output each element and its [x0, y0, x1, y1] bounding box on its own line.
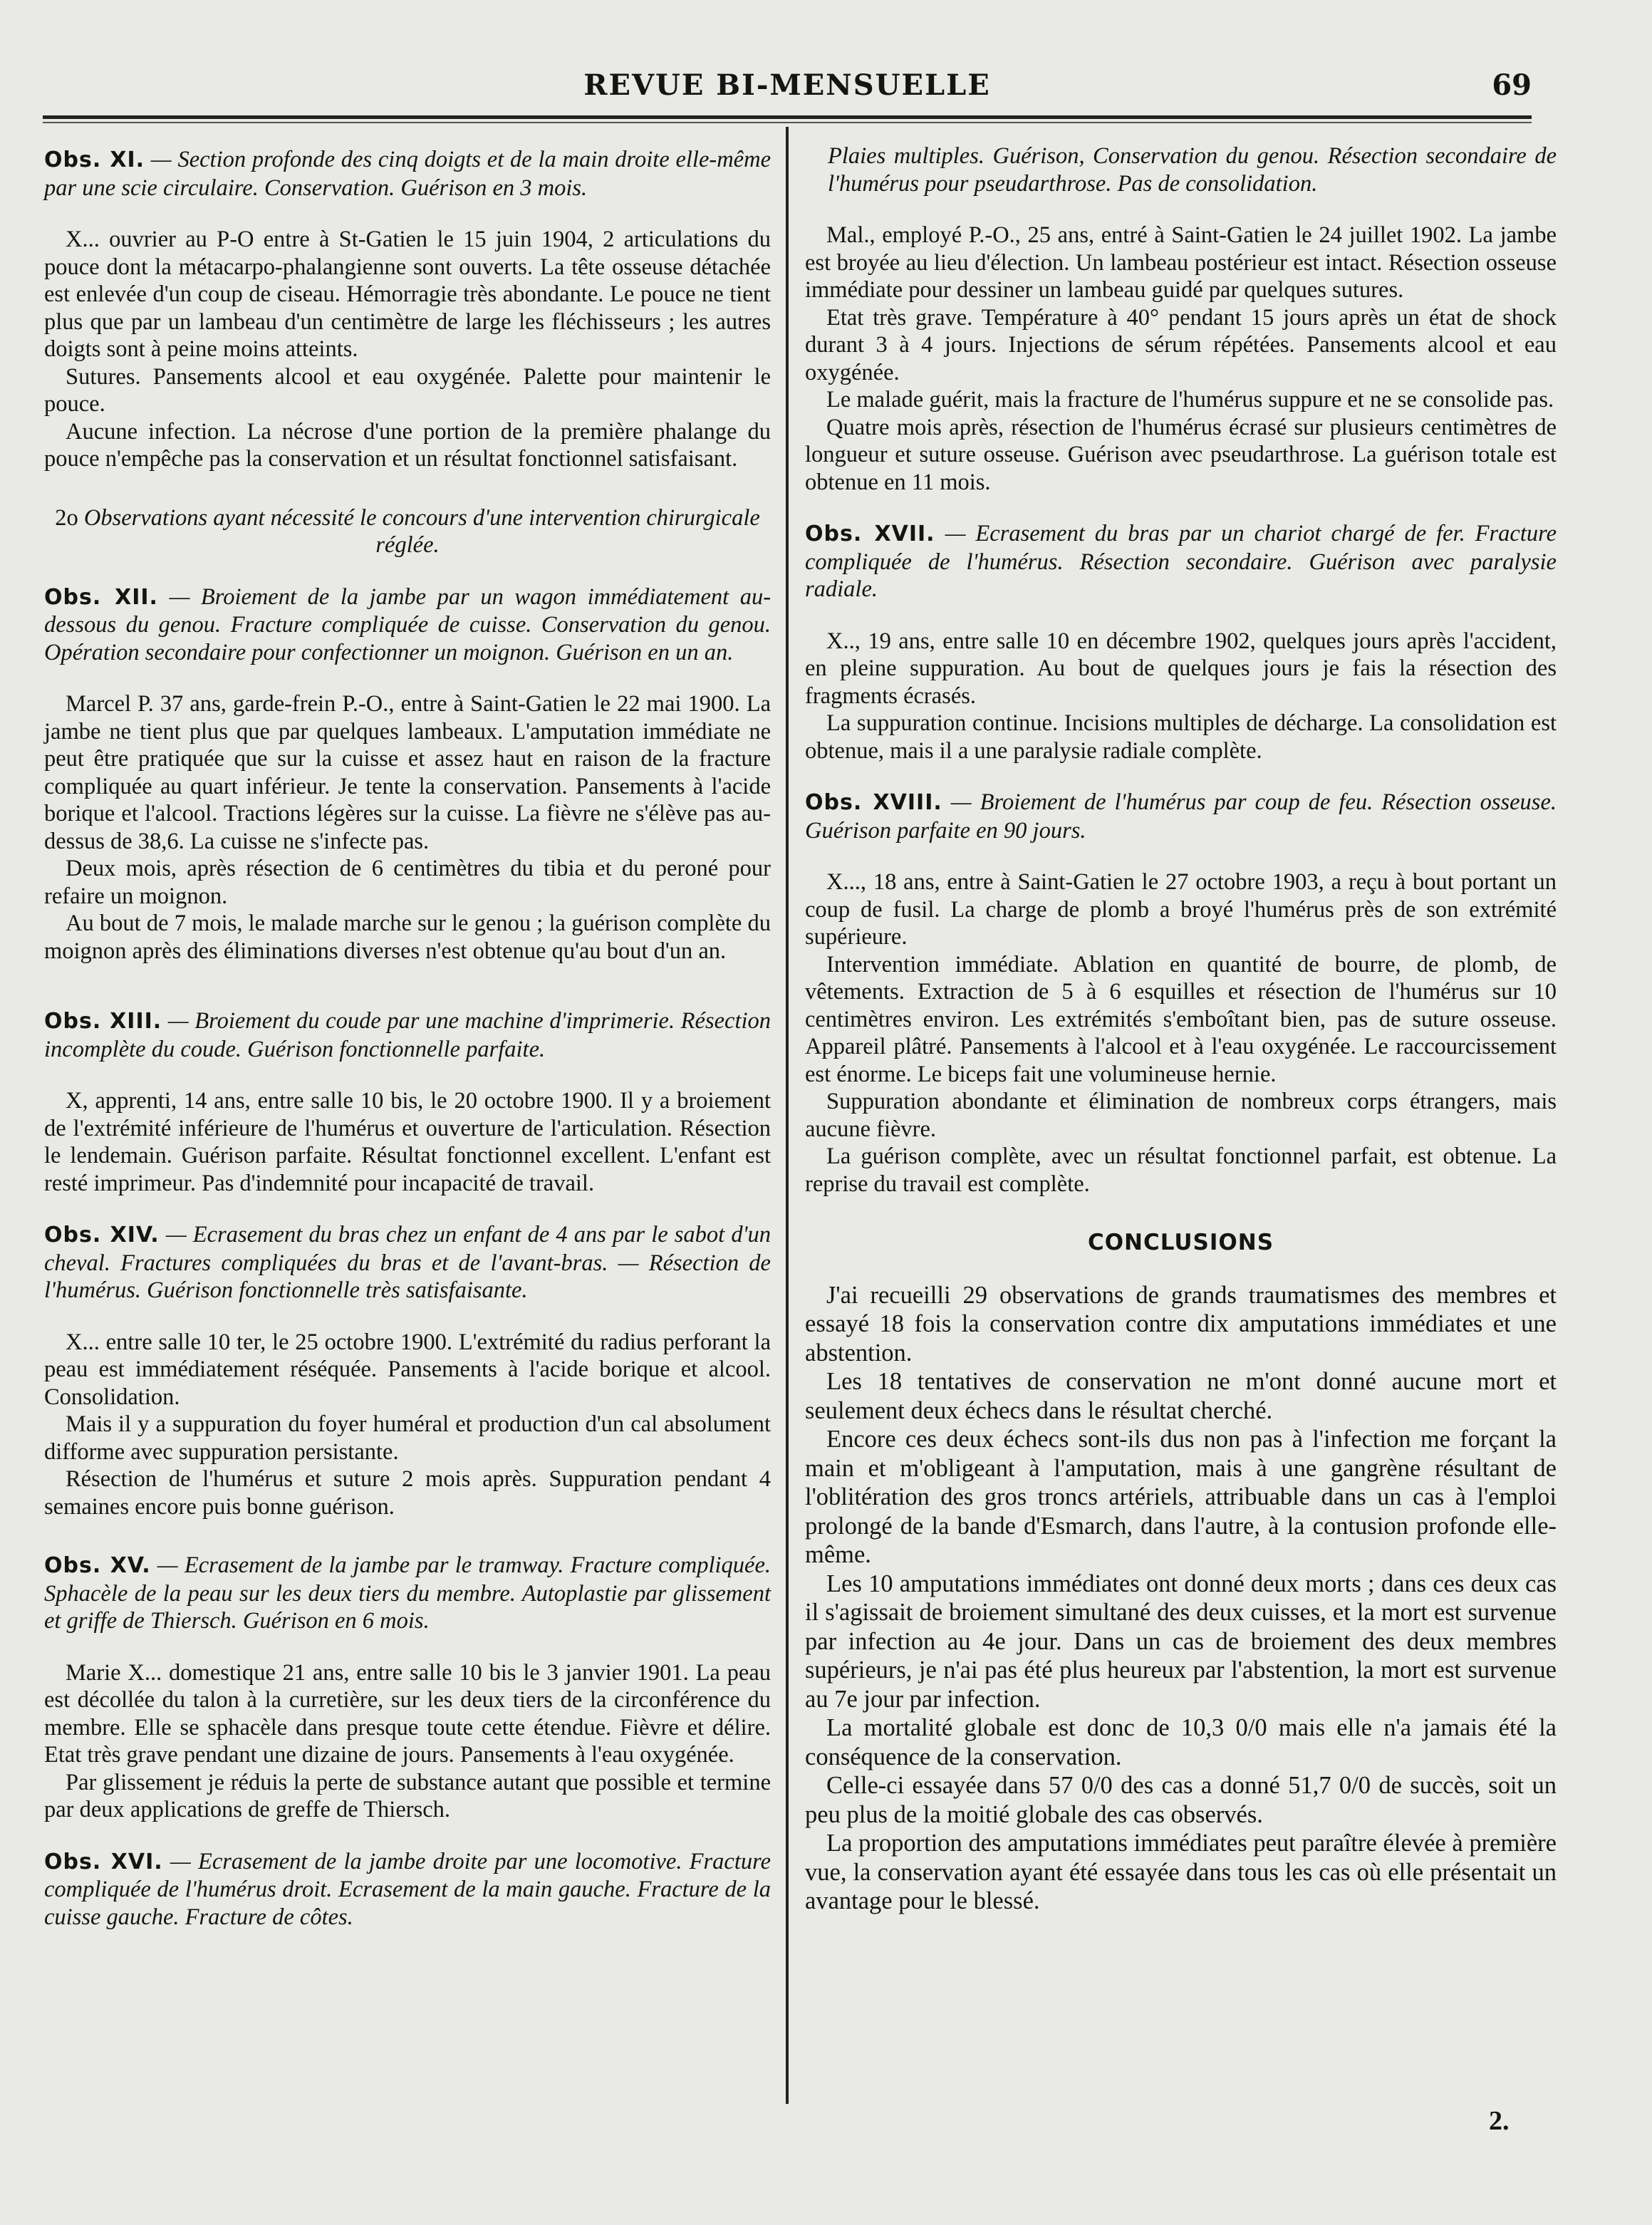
obs-heading: — Ecrasement du bras chez un enfant de 4 ans par le sabot d'un cheval. Fractures compliquées du bras et de l'avant-bras. — Résection de l'humérus. Guérison fonctionnelle très satisfaisante. — [44, 1222, 772, 1303]
obs-paragraph: Marcel P. 37 ans, garde-frein P.-O., entre à Saint-Gatien le 22 mai 1900. La jambe ne tient plus que par quelques lambeaux. L'amputation immédiate ne peut être pratiquée que sur la cuisse et assez haut en raison de la fracture compliquée au quart inférieur. Je tente la conservation. Pansements à l'acide borique et l'alcool. Tractions légères sur la cuisse. La fièvre ne s'élève pas au-dessus de 38,6. La cuisse ne s'infecte pas. — [44, 691, 771, 854]
section-heading — [44, 504, 771, 559]
observation-14 — [44, 1221, 771, 1520]
observation-17 — [805, 520, 1557, 764]
obs16-heading-continued: Plaies multiples. Guérison, Conservation du genou. Résection secondaire de l'humérus pour pseudarthrose. Pas de consolidation. — [828, 143, 1557, 197]
conclusions-heading: CONCLUSIONS — [1087, 1230, 1274, 1255]
obs-paragraph: La guérison complète, avec un résultat fonctionnel parfait, est obtenue. La reprise du travail est complète. — [805, 1143, 1557, 1197]
obs-label: Obs. XV. — [44, 1553, 151, 1578]
obs-heading: — Section profonde des cinq doigts et de la main droite elle-même par une scie circulaire. Conservation. Guérison en 3 mois. — [44, 147, 771, 201]
obs-paragraph: X.., 19 ans, entre salle 10 en décembre 1902, quelques jours après l'accident, en pleine suppuration. Au bout de quelques jours je fais la résection des fragments écrasés. — [805, 628, 1557, 709]
header-rule — [43, 115, 1532, 119]
right-column — [805, 142, 1557, 1916]
observation-13 — [44, 1007, 771, 1197]
column-divider — [786, 127, 789, 2104]
conclusions-body — [805, 1281, 1557, 1916]
observation-12 — [44, 584, 771, 965]
obs-heading: — Broiement de la jambe par un wagon immédiatement au-dessous du genou. Fracture compliquée de cuisse. Conservation du genou. Opération secondaire pour confectionner un moignon. Guérison en un an. — [44, 584, 772, 665]
observation-18 — [805, 789, 1557, 1198]
obs-paragraph: X..., 18 ans, entre à Saint-Gatien le 27 octobre 1903, a reçu à bout portant un coup de fusil. La charge de plomb a broyé l'humérus près de son extrémité supérieure. — [805, 869, 1557, 950]
obs-paragraph: X... entre salle 10 ter, le 25 octobre 1900. L'extrémité du radius perforant la peau est immédiatement réséquée. Pansements à l'acide borique et alcool. Consolidation. — [44, 1329, 771, 1410]
conclusion-paragraph: La mortalité globale est donc de 10,3 0/0 mais elle n'a jamais été la conséquence de la conservation. — [805, 1714, 1557, 1770]
obs-label: Obs. XII. — [44, 584, 158, 610]
obs-label: Obs. XI. — [44, 147, 145, 172]
obs-label: Obs. XVI. — [44, 1849, 163, 1874]
obs-paragraph: Sutures. Pansements alcool et eau oxygénée. Palette pour maintenir le pouce. — [44, 363, 771, 417]
section-title: Observations ayant nécessité le concours d'une intervention chirurgicale réglée. — [83, 504, 760, 558]
obs-heading: — Ecrasement du bras par un chariot chargé de fer. Fracture compliquée de l'humérus. Résection secondaire. Guérison avec paralysie radiale. — [805, 521, 1557, 602]
obs-label: Obs. XVIII. — [805, 790, 942, 815]
conclusion-paragraph: Encore ces deux échecs sont-ils dus non pas à l'infection me forçant la main et m'obligeant à l'amputation, mais à une gangrène résultant de l'oblitération des gros troncs artériels, attribuable dans un cas à l'emploi prolongé de la bande d'Esmarch, dans l'autre, à la contusion profonde elle-même. — [805, 1426, 1557, 1568]
obs-paragraph: Marie X... domestique 21 ans, entre salle 10 bis le 3 janvier 1901. La peau est décollée du talon à la curretière, sur les deux tiers de la circonférence du membre. Elle se sphacèle dans presque toute cette étendue. Fièvre et délire. Etat très grave pendant une dizaine de jours. Pansements à l'eau oxygénée. — [44, 1659, 771, 1768]
observation-16 — [44, 1848, 771, 1931]
obs-label: Obs. XIV. — [44, 1223, 160, 1248]
obs-paragraph: Etat très grave. Température à 40° pendant 15 jours après un état de shock durant 3 à 4 jours. Injections de sérum répétées. Pansements alcool et eau oxygénée. — [805, 304, 1557, 385]
obs-paragraph: Intervention immédiate. Ablation en quantité de bourre, de plomb, de vêtements. Extraction de 5 à 6 esquilles et résection de l'humérus sur 10 centimètres environ. Les extrémités s'emboîtant bien, pas de suture osseuse. Appareil plâtré. Pansements à l'alcool et à l'eau oxygénée. Le raccourcissement est énorme. Le biceps fait une volumineuse hernie. — [805, 951, 1557, 1087]
obs-paragraph: Mal., employé P.-O., 25 ans, entré à Saint-Gatien le 24 juillet 1902. La jambe est broyée au lieu d'élection. Un lambeau postérieur est intact. Résection osseuse immédiate pour dessiner un lambeau guidé par quelques sutures. — [805, 222, 1557, 303]
conclusion-paragraph: Les 10 amputations immédiates ont donné deux morts ; dans ces deux cas il s'agissait de broiement simultané des deux cuisses, et la mort est survenue par infection au 4e jour. Dans un cas de broiement des deux membres supérieurs, je n'ai pas été plus heureux par l'abstention, la mort est survenue au 7e jour par infection. — [805, 1570, 1557, 1713]
obs-paragraph: Deux mois, après résection de 6 centimètres du tibia et du peroné pour refaire un moignon. — [44, 856, 771, 909]
obs-paragraph: Au bout de 7 mois, le malade marche sur le genou ; la guérison complète du moignon après des éliminations diverses n'est obtenue qu'au bout d'un an. — [44, 911, 771, 964]
obs-label: Obs. XIII. — [44, 1009, 162, 1034]
obs-paragraph: X, apprenti, 14 ans, entre salle 10 bis, le 20 octobre 1900. Il y a broiement de l'extrémité inférieure de l'humérus et ouverture de l'articulation. Résection le lendemain. Guérison parfaite. Résultat fonctionnel excellent. L'enfant est resté imprimeur. Pas d'indemnité pour incapacité de travail. — [44, 1088, 771, 1196]
conclusion-paragraph: La proportion des amputations immédiates peut paraître élevée à première vue, la conservation ayant été essayée dans tous les cas où elle présentait un avantage pour le blessé. — [805, 1830, 1557, 1914]
conclusion-paragraph: J'ai recueilli 29 observations de grands traumatismes des membres et essayé 18 fois la conservation contre dix amputations immédiates et une abstention. — [805, 1281, 1557, 1366]
journal-title: REVUE BI-MENSUELLE — [583, 68, 991, 102]
observation-11 — [44, 146, 771, 473]
obs-paragraph: Mais il y a suppuration du foyer huméral et production d'un cal absolument difforme avec suppuration persistante. — [44, 1411, 771, 1465]
conclusion-paragraph: Celle-ci essayée dans 57 0/0 des cas a donné 51,7 0/0 de succès, soit un peu plus de la moitié globale des cas observés. — [805, 1772, 1557, 1828]
obs-paragraph: Aucune infection. La nécrose d'une portion de la première phalange du pouce n'empêche pas la conservation et un résultat fonctionnel satisfaisant. — [44, 418, 771, 472]
obs-paragraph: Le malade guérit, mais la fracture de l'humérus suppure et ne se consolide pas. — [826, 387, 1554, 413]
section-number: 2o — [55, 504, 78, 531]
obs-paragraph: X... ouvrier au P-O entre à St-Gatien le 15 juin 1904, 2 articulations du pouce dont la métacarpo-phalangienne sont ouverts. La tête osseuse détachée est enlevée d'un coup de ciseau. Hémorragie très abondante. Le pouce ne tient plus que par un lambeau d'un centimètre de large les fléchisseurs ; les autres doigts sont à peine moins atteints. — [44, 227, 771, 362]
obs-heading: — Broiement de l'humérus par coup de feu. Résection osseuse. Guérison parfaite en 90 jours. — [805, 789, 1557, 844]
obs-paragraph: Suppuration abondante et élimination de nombreux corps étrangers, mais aucune fièvre. — [805, 1089, 1557, 1142]
page-number: 69 — [1492, 68, 1532, 102]
conclusion-paragraph: Les 18 tentatives de conservation ne m'ont donné aucune mort et seulement deux échecs dans le résultat cherché. — [805, 1368, 1557, 1424]
obs-paragraph: Par glissement je réduis la perte de substance autant que possible et termine par deux applications de greffe de Thiersch. — [44, 1769, 771, 1822]
observation-15 — [44, 1552, 771, 1824]
obs-heading: — Ecrasement de la jambe droite par une locomotive. Fracture compliquée de l'humérus droit. Ecrasement de la main gauche. Fracture de la cuisse gauche. Fracture de côtes. — [44, 1848, 771, 1930]
obs-label: Obs. XVII. — [805, 522, 935, 546]
header-rule-thin — [43, 122, 1532, 123]
signature-mark: 2. — [1489, 2106, 1510, 2136]
obs-paragraph: Quatre mois après, résection de l'humérus écrasé sur plusieurs centimètres de longueur et suture osseuse. Guérison avec pseudarthrose. La guérison totale est obtenue en 11 mois. — [805, 414, 1557, 495]
obs-heading: — Ecrasement de la jambe par le tramway. Fracture compliquée. Sphacèle de la peau sur les deux tiers du membre. Autoplastie par glissement et griffe de Thiersch. Guérison en 6 mois. — [44, 1552, 772, 1634]
obs-paragraph: Résection de l'humérus et suture 2 mois après. Suppuration pendant 4 semaines encore puis bonne guérison. — [44, 1466, 771, 1520]
page-header — [43, 68, 1532, 111]
obs-paragraph: La suppuration continue. Incisions multiples de décharge. La consolidation est obtenue, mais il a une paralysie radiale complète. — [805, 710, 1557, 764]
left-column — [44, 146, 771, 1931]
obs-heading: — Broiement du coude par une machine d'imprimerie. Résection incomplète du coude. Guérison fonctionnelle parfaite. — [44, 1008, 772, 1062]
